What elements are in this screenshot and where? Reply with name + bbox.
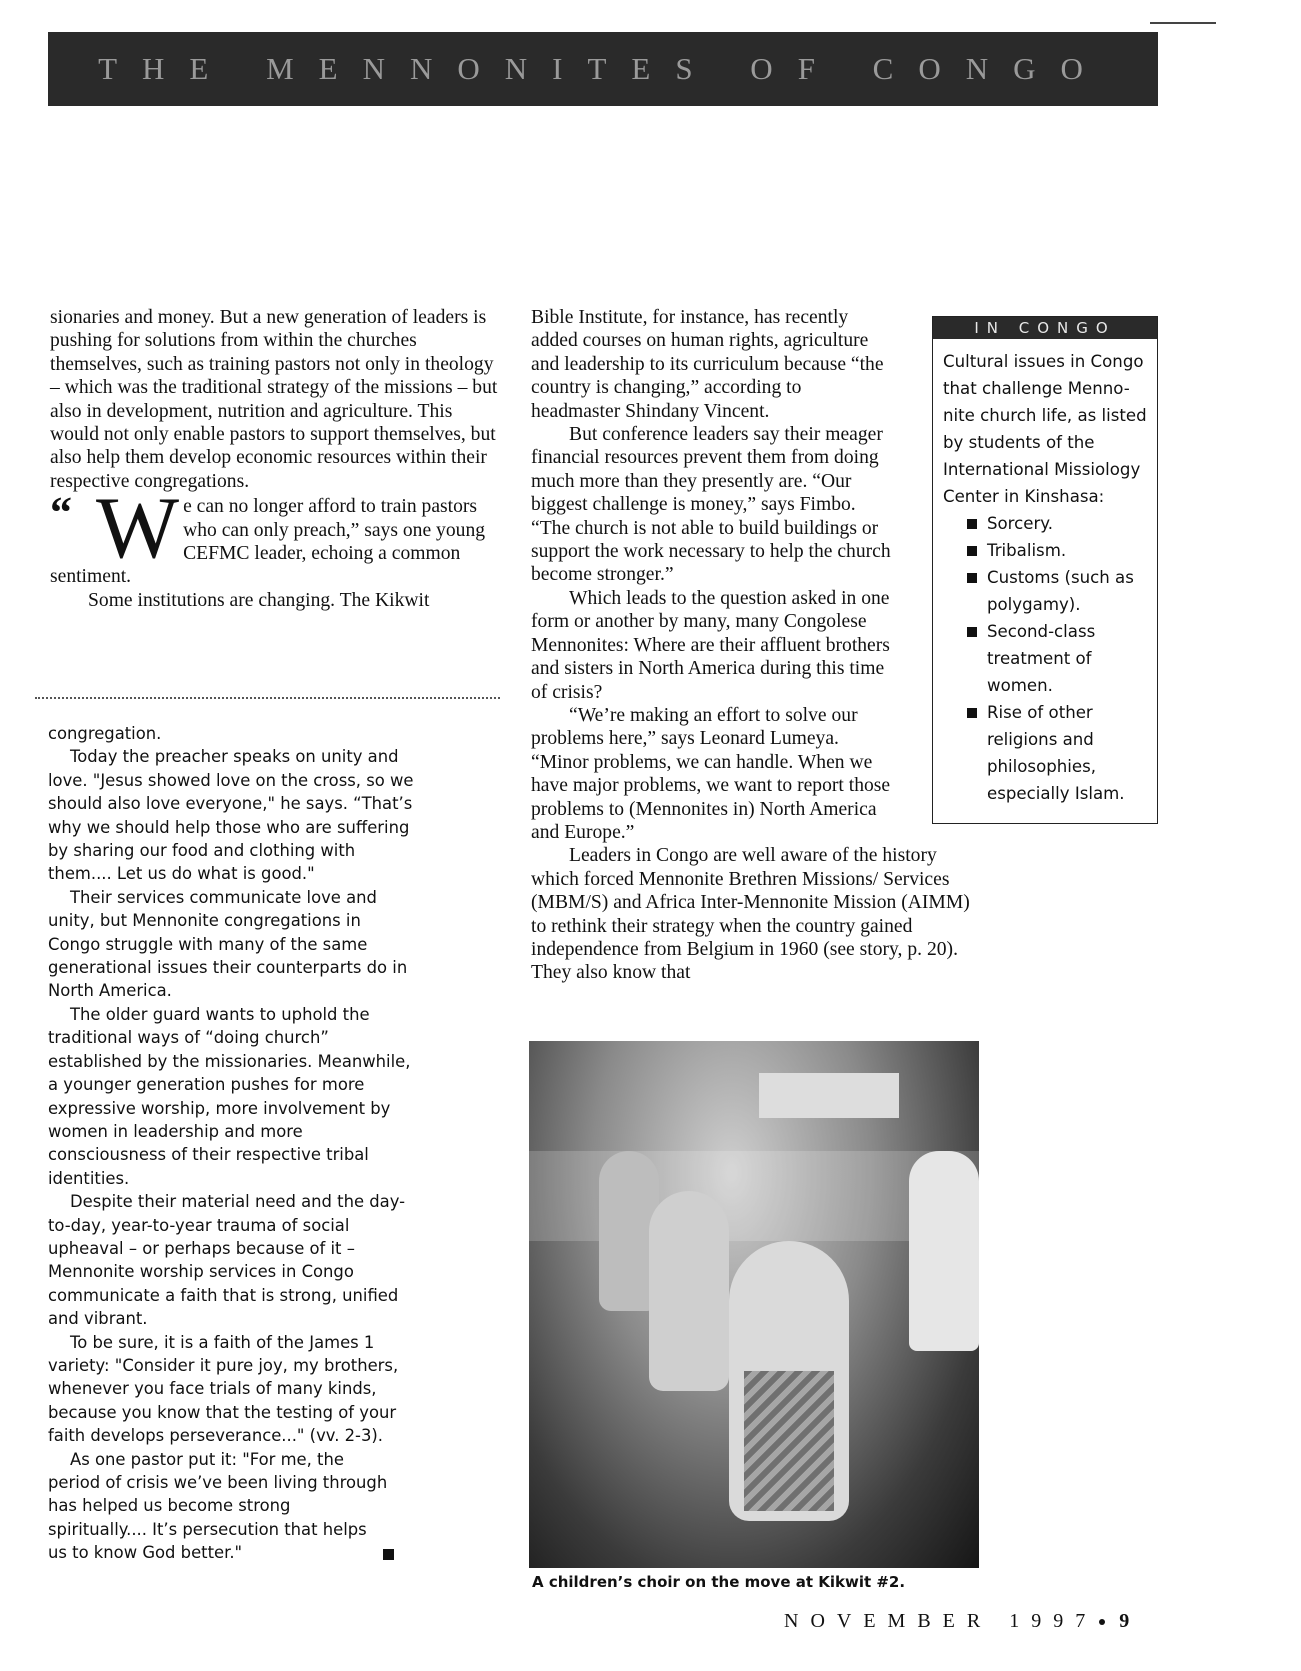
drop-cap: W bbox=[96, 480, 180, 578]
paragraph: Their services communicate love and unity, but Mennonite congregations in Congo struggle with many of the same generational issues their counterparts do in North America. bbox=[48, 887, 408, 1001]
sidebar-list bbox=[943, 510, 1149, 807]
paragraph: “We’re making an effort to solve our problems here,” says Leonard Lumeya. “Minor problems, we can handle. When we have major problems, we want to report those problems to (Mennonites in) North America and Europe.” bbox=[531, 704, 891, 843]
photo-caption: A children’s choir on the move at Kikwit #2. bbox=[532, 1573, 906, 1591]
list-item: Tribalism. bbox=[967, 537, 1149, 564]
photo-shape bbox=[649, 1191, 729, 1391]
square-bullet-icon bbox=[967, 627, 977, 637]
photo-shape bbox=[744, 1371, 834, 1511]
paragraph: Today the preacher speaks on unity and love. "Jesus showed love on the cross, so we should also love everyone," he says. “That’s why we should help those who are suffering by sharing our food and clothing with them.... Let us do what is good." bbox=[48, 747, 414, 884]
paragraph: Despite their material need and the day-to-day, year-to-year trauma of social upheaval – or perhaps because of it – Mennonite worship services in Congo communicate a faith that is strong, unified and vibrant. bbox=[48, 1192, 406, 1329]
paragraph: But conference leaders say their meager financial resources prevent them from doing much more than they presently are. “Our biggest challenge is money,” says Fimbo. “The church is not able to build buildings or support the work necessary to help the church become stronger.” bbox=[531, 424, 891, 586]
list-item: Customs (such as polygamy). bbox=[967, 564, 1149, 618]
article-column-2 bbox=[531, 306, 981, 985]
photo-shape bbox=[759, 1073, 899, 1118]
dotted-divider bbox=[35, 697, 500, 699]
list-item: Sorcery. bbox=[967, 510, 1149, 537]
paragraph: congregation. bbox=[48, 724, 162, 743]
paragraph: Which leads to the question asked in one form or another by many, many Congolese Mennonites: Where are their affluent brothers and sisters in North America during this time of crisis? bbox=[531, 587, 890, 703]
square-bullet-icon bbox=[967, 708, 977, 718]
in-congo-sidebar bbox=[932, 316, 1158, 824]
article-column-1-bottom bbox=[48, 722, 418, 1565]
header-rule bbox=[1150, 22, 1216, 24]
paragraph: Leaders in Congo are well aware of the history which forced Mennonite Brethren Missions/ Services (MBM/S) and Africa Inter-Mennonite Mission (AIMM) to rethink their strategy when the country gained independence from Belgium in 1960 (see story, p. 20). They also know that bbox=[531, 845, 970, 984]
paragraph: To be sure, it is a faith of the James 1 variety: "Consider it pure joy, my brothers, whenever you face trials of many kinds, because you know that the testing of your faith develops perseverance..." (vv. 2-3). bbox=[48, 1332, 399, 1446]
list-item: Second-class treatment of women. bbox=[967, 618, 1149, 699]
paragraph: Some institutions are changing. The Kikwit bbox=[88, 589, 430, 611]
paragraph: Bible Institute, for instance, has recently added courses on human rights, agriculture and leadership to its curriculum because “the country is changing,” according to headmaster Shindany Vincent. bbox=[531, 307, 884, 422]
paragraph: As one pastor put it: "For me, the period of crisis we’ve been living through has helped us become strong spiritually.... It’s persecution that helps us to know God better." bbox=[48, 1449, 388, 1563]
paragraph: The older guard wants to uphold the traditional ways of “doing church” established by the missionaries. Meanwhile, a younger generation pushes for more expressive worship, more involvement by women in leadership and more consciousness of their respective tribal identities. bbox=[48, 1004, 411, 1188]
issue-date: NOVEMBER 1997 bbox=[784, 1610, 1098, 1632]
choir-photo bbox=[529, 1041, 979, 1568]
article-column-1-top bbox=[50, 306, 500, 612]
list-item: Rise of other religions and philosophies, especially Islam. bbox=[967, 699, 1149, 807]
end-of-article-mark bbox=[383, 1549, 394, 1560]
section-header-bar bbox=[48, 32, 1158, 106]
square-bullet-icon bbox=[967, 573, 977, 583]
square-bullet-icon bbox=[967, 519, 977, 529]
page-footer bbox=[784, 1610, 1129, 1633]
sidebar-intro: Cultural issues in Congo that challenge Menno-nite church life, as listed by students of the International Missiology Center in Kinshasa: bbox=[943, 352, 1147, 506]
sidebar-body bbox=[933, 339, 1157, 807]
page-number: 9 bbox=[1119, 1610, 1130, 1632]
pull-quote-paragraph bbox=[50, 480, 500, 589]
quote-text: e can no longer afford to train pastors who can only preach,” says one young CEFMC leader, echoing a common sentiment. bbox=[50, 496, 486, 588]
open-quote-mark: “ bbox=[50, 488, 72, 538]
section-title: THE MENNONITES OF CONGO bbox=[98, 51, 1108, 86]
separator-dot-icon bbox=[1099, 1619, 1105, 1625]
sidebar-heading: IN CONGO bbox=[933, 317, 1157, 339]
square-bullet-icon bbox=[967, 546, 977, 556]
paragraph: sionaries and money. But a new generation of leaders is pushing for solutions from within the churches themselves, such as training pastors not only in theology – which was the traditional strategy of the missions – but also in development, nutrition and agriculture. This would not only enable pastors to support themselves, but also help them develop economic resources within their respective congregations. bbox=[50, 307, 498, 492]
photo-shape bbox=[909, 1151, 979, 1351]
